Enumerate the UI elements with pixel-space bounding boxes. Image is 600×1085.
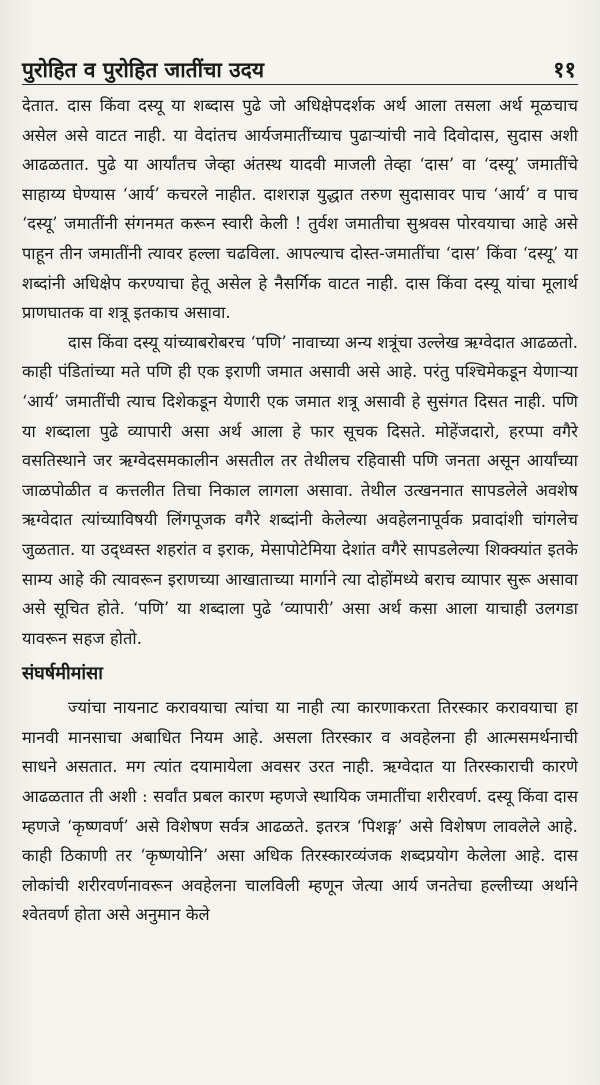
paragraph-1: देतात. दास किंवा दस्यू या शब्दास पुढे जो अधिक्षेपदर्शक अर्थ आला तसला अर्थ मूळचाच असेल असे वाटत नाही. या वेदांतच आर्यजमातींच्याच पुढाऱ्यांची नावे दिवोदास, सुदास अशी आढळतात. पुढे या आर्यांतच जेव्हा अंतस्थ यादवी माजली तेव्हा ‘दास’ वा ‘दस्यू’ जमातींचे साहाय्य घेण्यास ‘आर्य’ कचरले नाहीत. दाशराज्ञ युद्धात तरुण सुदासावर पाच ‘आर्य’ व पाच ‘दस्यू’ जमातींनी संगनमत करून स्वारी केली ! तुर्वश जमातीचा सुश्रवस पोरवयाचा आहे असे पाहून तीन जमातींनी त्यावर हल्ला चढविला. आपल्याच दोस्त-जमातींचा ‘दास’ किंवा ‘दस्यू’ या शब्दांनी अधिक्षेप करण्याचा हेतू असेल हे नैसर्गिक वाटत नाही. दास किंवा दस्यू यांचा मूलार्थ प्राणघातक वा शत्रू इतकाच असावा. [22,96,578,323]
section-heading: संघर्षमीमांसा [22,663,103,685]
page-body [22,91,578,930]
paragraph-2: दास किंवा दस्यू यांच्याबरोबरच ‘पणि’ नावाच्या अन्य शत्रूंचा उल्लेख ऋग्वेदात आढळतो. काही पंडितांच्या मते पणि ही एक इराणी जमात असावी असे आहे. परंतु पश्चिमेकडून येणाऱ्या ‘आर्य’ जमातींची त्याच दिशेकडून येणारी एक जमात शत्रू असावी हे सुसंगत दिसत नाही. पणि या शब्दाला पुढे व्यापारी असा अर्थ आला हे फार सूचक दिसते. मोहेंजदारो, हरप्पा वगैरे वसतिस्थाने जर ऋग्वेदसमकालीन असतील तर तेथीलच रहिवासी पणि जनता असून आर्यांच्या जाळपोळीत व कत्तलीत तिचा निकाल लागला असावा. तेथील उत्खननात सापडलेले अवशेष ऋग्वेदात त्यांच्याविषयी लिंगपूजक वगैरे शब्दांनी केलेल्या अवहेलनापूर्वक प्रवादांशी चांगलेच जुळतात. या उद्ध्वस्त शहरांत व इराक, मेसापोटेमिया देशांत वगैरे सापडलेल्या शिक्क्यांत इतके साम्य आहे की त्यावरून इराणच्या आखाताच्या मार्गाने त्या दोहोंमध्ये बराच व्यापार सुरू असावा असे सूचित होते. ‘पणि’ या शब्दाला पुढे ‘व्यापारी’ असा अर्थ कसा आला याचाही उलगडा यावरून सहज होतो. [22,332,578,648]
paragraph-3: ज्यांचा नायनाट करावयाचा त्यांचा या नाही त्या कारणाकरता तिरस्कार करावयाचा हा मानवी मानसाचा अबाधित नियम आहे. असला तिरस्कार व अवहेलना ही आत्मसमर्थनाची साधने असतात. मग त्यांत दयामायेला अवसर उरत नाही. ऋग्वेदात या तिरस्काराची कारणे आढळतात ती अशी : सर्वांत प्रबल कारण म्हणजे स्थायिक जमातींचा शरीरवर्ण. दस्यू किंवा दास म्हणजे ‘कृष्णवर्ण’ असे विशेषण सर्वत्र आढळते. इतरत्र ‘पिशङ्ग’ असे विशेषण लावलेले आहे. काही ठिकाणी तर ‘कृष्णयोनि’ असा अधिक तिरस्कारव्यंजक शब्दप्रयोग केलेला आहे. दास लोकांची शरीरवर्णनावरून अवहेलना चालविली म्हणून जेत्या आर्य जनतेचा हल्लीच्या अर्थाने श्वेतवर्ण होता असे अनुमान केले [22,698,578,925]
page-header [22,52,578,85]
bleed-through-text [120,40,540,54]
page-number: ११ [553,57,576,83]
running-title: पुरोहित व पुरोहित जातींचा उदय [22,57,264,82]
